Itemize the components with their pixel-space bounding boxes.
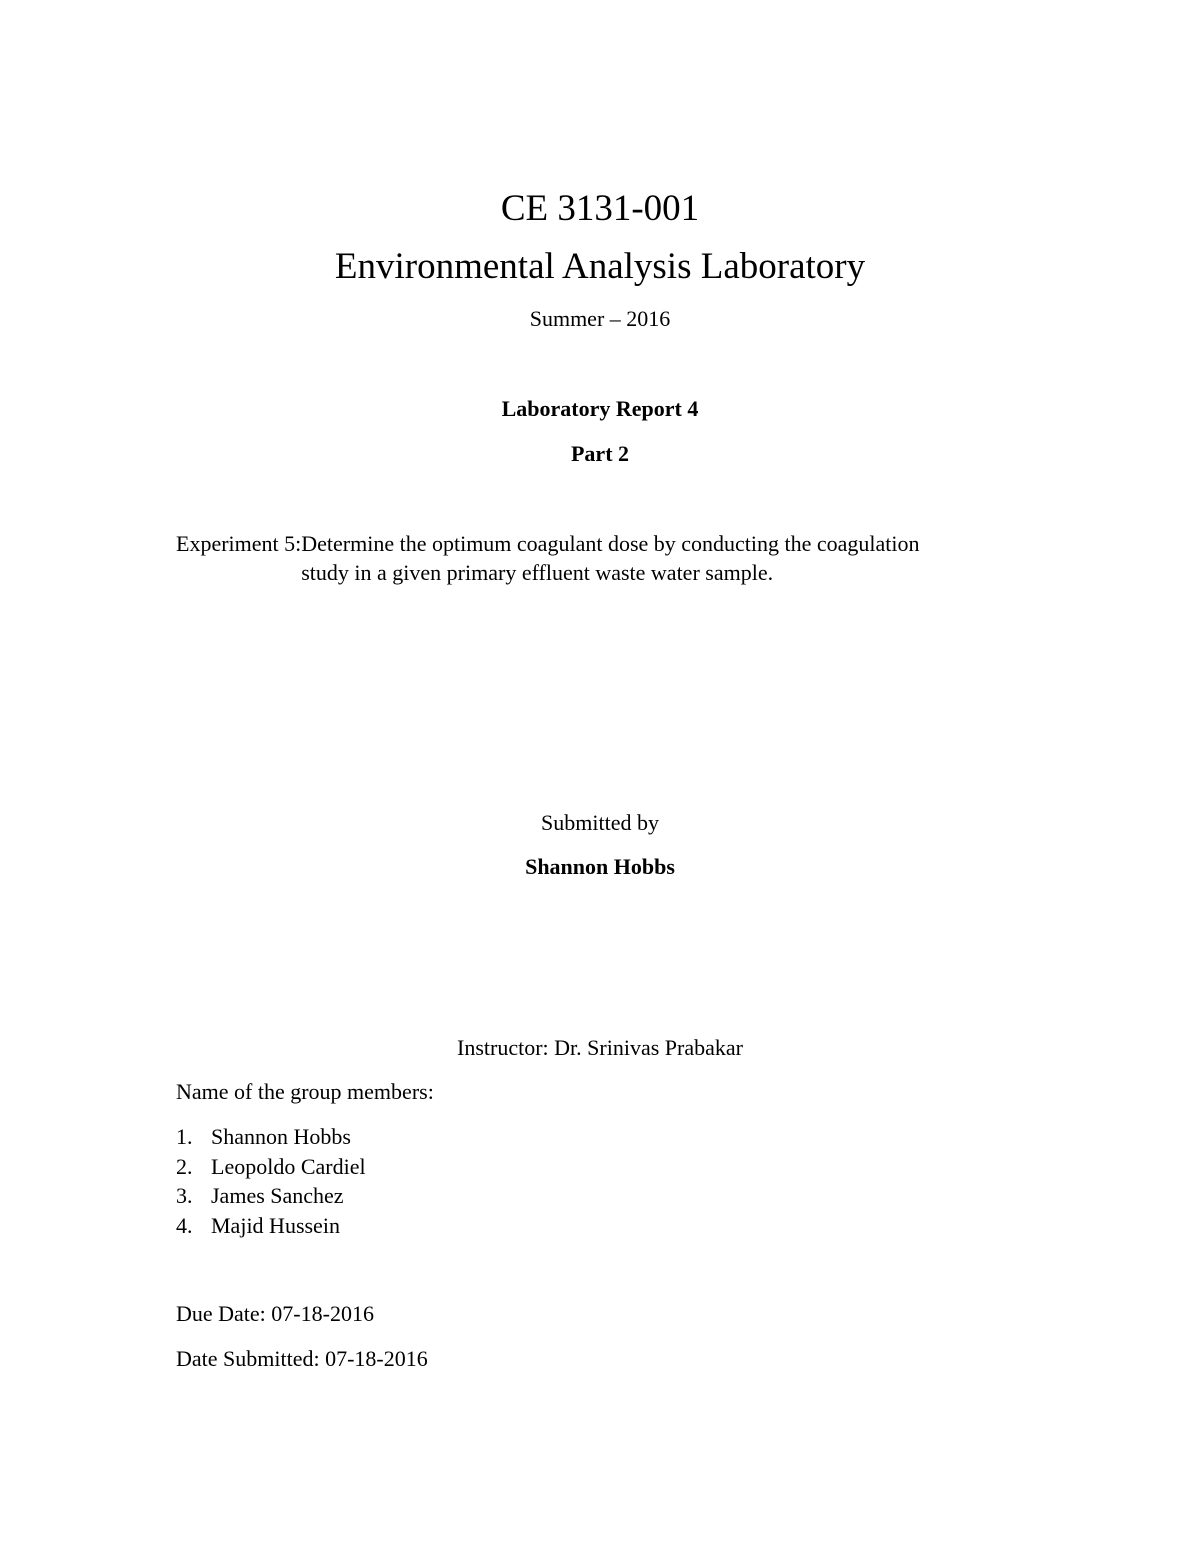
list-item (176, 1181, 366, 1211)
experiment-label: Experiment 5: (176, 531, 302, 556)
instructor: Instructor: Dr. Srinivas Prabakar (457, 1035, 743, 1060)
list-item-name: Shannon Hobbs (211, 1124, 351, 1149)
submitter-name: Shannon Hobbs (525, 854, 675, 879)
list-item (176, 1211, 366, 1241)
due-date: Due Date: 07-18-2016 (176, 1301, 374, 1326)
list-item-number: 2. (176, 1153, 193, 1179)
list-item-number: 4. (176, 1212, 193, 1238)
list-item-name: James Sanchez (211, 1183, 344, 1208)
submitted-by-label: Submitted by (541, 810, 659, 835)
list-item-number: 3. (176, 1183, 193, 1208)
experiment-description: Determine the optimum coagulant dose by conducting the coagulation study in a given primary effluent waste water sample. (301, 531, 920, 585)
date-submitted: Date Submitted: 07-18-2016 (176, 1346, 428, 1371)
list-item-number: 1. (176, 1124, 193, 1149)
list-item (176, 1152, 366, 1182)
course-title: Environmental Analysis Laboratory (334, 246, 866, 287)
list-item (176, 1122, 366, 1152)
report-title: Laboratory Report 4 (501, 396, 699, 421)
list-item-name: Majid Hussein (211, 1212, 340, 1238)
members-list (176, 1122, 366, 1240)
experiment-statement (176, 529, 996, 587)
members-heading: Name of the group members: (176, 1079, 434, 1104)
term: Summer – 2016 (529, 306, 671, 331)
report-part: Part 2 (570, 441, 630, 466)
course-code: CE 3131-001 (500, 188, 700, 229)
list-item-name: Leopoldo Cardiel (211, 1153, 366, 1179)
